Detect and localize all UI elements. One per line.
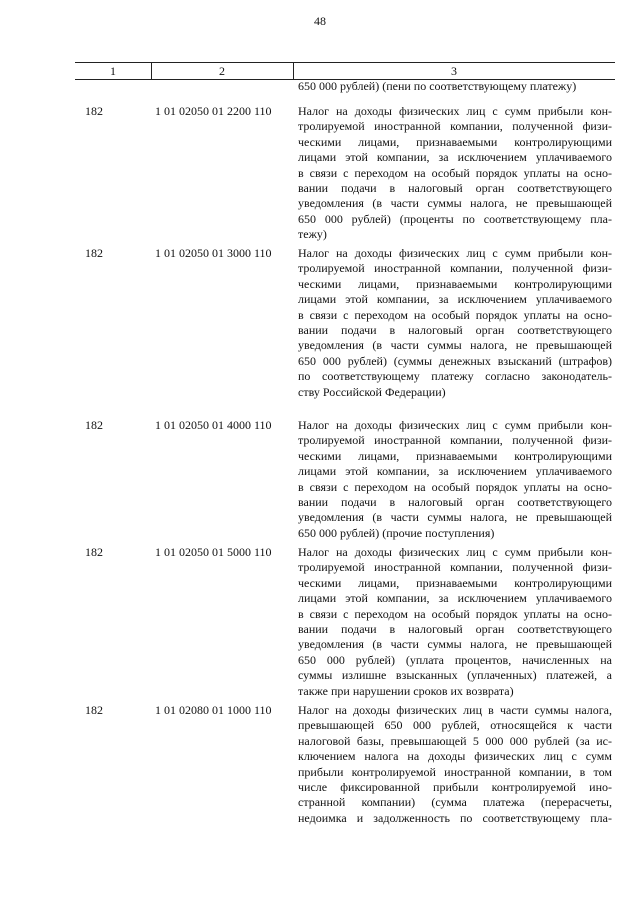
budget-classification-code: 1 01 02050 01 2200 110: [155, 104, 272, 118]
description-line: 650 000 рублей) (уплата процентов, начисленных на: [298, 652, 612, 667]
description-line: тролируемой иностранной компании, полученной физи-: [298, 560, 612, 575]
description-line: Налог на доходы физических лиц в части суммы налога,: [298, 703, 612, 717]
description-line: числе фиксированной прибыли контролируемой ино-: [298, 780, 612, 795]
description-line: налоговой базы, превышающей 5 000 000 рублей (за ис-: [298, 733, 612, 748]
table-header: [75, 62, 615, 80]
description-line: в связи с переходом на особый порядок уплаты на осно-: [298, 165, 612, 180]
admin-code: 182: [85, 418, 103, 432]
description-line: странной компании) (сумма платежа (перерасчеты,: [298, 795, 612, 810]
description-line: лицами этой компании, за исключением уплачиваемого: [298, 591, 612, 606]
description-line: ческими лицами, признаваемыми контролирующими: [298, 448, 612, 463]
description-line: Налог на доходы физических лиц с сумм прибыли кон-: [298, 104, 612, 118]
budget-classification-code: 1 01 02080 01 1000 110: [155, 703, 272, 717]
income-description: [298, 246, 612, 400]
description-line: Налог на доходы физических лиц с сумм прибыли кон-: [298, 545, 612, 559]
income-description: [298, 703, 612, 826]
admin-code: 182: [85, 545, 103, 559]
description-line: тежу): [298, 227, 327, 242]
description-line: 650 000 рублей) (суммы денежных взысканий (штрафов): [298, 353, 612, 368]
description-line: лицами этой компании, за исключением уплачиваемого: [298, 292, 612, 307]
income-description: [298, 418, 612, 541]
description-line: уведомления (в части суммы налога, не превышающей: [298, 637, 612, 652]
description-line: тролируемой иностранной компании, полученной физи-: [298, 433, 612, 448]
income-description: [298, 104, 612, 243]
admin-code: 182: [85, 703, 103, 717]
description-line: в связи с переходом на особый порядок уплаты на осно-: [298, 307, 612, 322]
description-line: 650 000 рублей) (прочие поступления): [298, 525, 495, 540]
continuation-text: 650 000 рублей) (пени по соответствующему платежу): [298, 79, 577, 93]
description-line: Налог на доходы физических лиц с сумм прибыли кон-: [298, 418, 612, 432]
budget-classification-code: 1 01 02050 01 5000 110: [155, 545, 272, 559]
income-description: [298, 545, 612, 699]
description-line: ческими лицами, признаваемыми контролирующими: [298, 134, 612, 149]
description-line: ческими лицами, признаваемыми контролирующими: [298, 575, 612, 590]
description-line: прибыли контролируемой иностранной компании, в том: [298, 764, 612, 779]
description-line: ключением налога на доходы физических лиц с сумм: [298, 749, 612, 764]
description-line: вании подачи в налоговый орган соответствующего: [298, 495, 612, 510]
description-line: в связи с переходом на особый порядок уплаты на осно-: [298, 479, 612, 494]
header-col-1: 1: [110, 64, 116, 78]
page-number: 48: [314, 14, 326, 28]
budget-classification-code: 1 01 02050 01 4000 110: [155, 418, 272, 432]
description-line: тролируемой иностранной компании, полученной физи-: [298, 261, 612, 276]
description-line: уведомления (в части суммы налога, не превышающей: [298, 510, 612, 525]
description-line: вании подачи в налоговый орган соответствующего: [298, 181, 612, 196]
admin-code: 182: [85, 246, 103, 260]
description-line: ческими лицами, признаваемыми контролирующими: [298, 276, 612, 291]
description-line: уведомления (в части суммы налога, не превышающей: [298, 196, 612, 211]
header-col-3: 3: [451, 64, 457, 78]
description-line: вании подачи в налоговый орган соответствующего: [298, 622, 612, 637]
description-line: тролируемой иностранной компании, полученной физи-: [298, 119, 612, 134]
description-line: уведомления (в части суммы налога, не превышающей: [298, 338, 612, 353]
description-line: недоимка и задолженность по соответствующему пла-: [298, 810, 612, 825]
admin-code: 182: [85, 104, 103, 118]
description-line: лицами этой компании, за исключением уплачиваемого: [298, 150, 612, 165]
description-line: ству Российской Федерации): [298, 384, 446, 399]
description-line: в связи с переходом на особый порядок уплаты на осно-: [298, 606, 612, 621]
description-line: также при нарушении сроков их возврата): [298, 683, 514, 698]
description-line: по соответствующему платежу согласно законодатель-: [298, 369, 612, 384]
description-line: суммы излишне взысканных (уплаченных) платежей, а: [298, 668, 612, 683]
description-line: 650 000 рублей) (проценты по соответствующему пла-: [298, 211, 612, 226]
description-line: превышающей 650 000 рублей, относящейся к части: [298, 718, 612, 733]
description-line: Налог на доходы физических лиц с сумм прибыли кон-: [298, 246, 612, 260]
description-line: лицами этой компании, за исключением уплачиваемого: [298, 464, 612, 479]
budget-classification-code: 1 01 02050 01 3000 110: [155, 246, 272, 260]
header-col-2: 2: [219, 64, 225, 78]
description-line: вании подачи в налоговый орган соответствующего: [298, 323, 612, 338]
